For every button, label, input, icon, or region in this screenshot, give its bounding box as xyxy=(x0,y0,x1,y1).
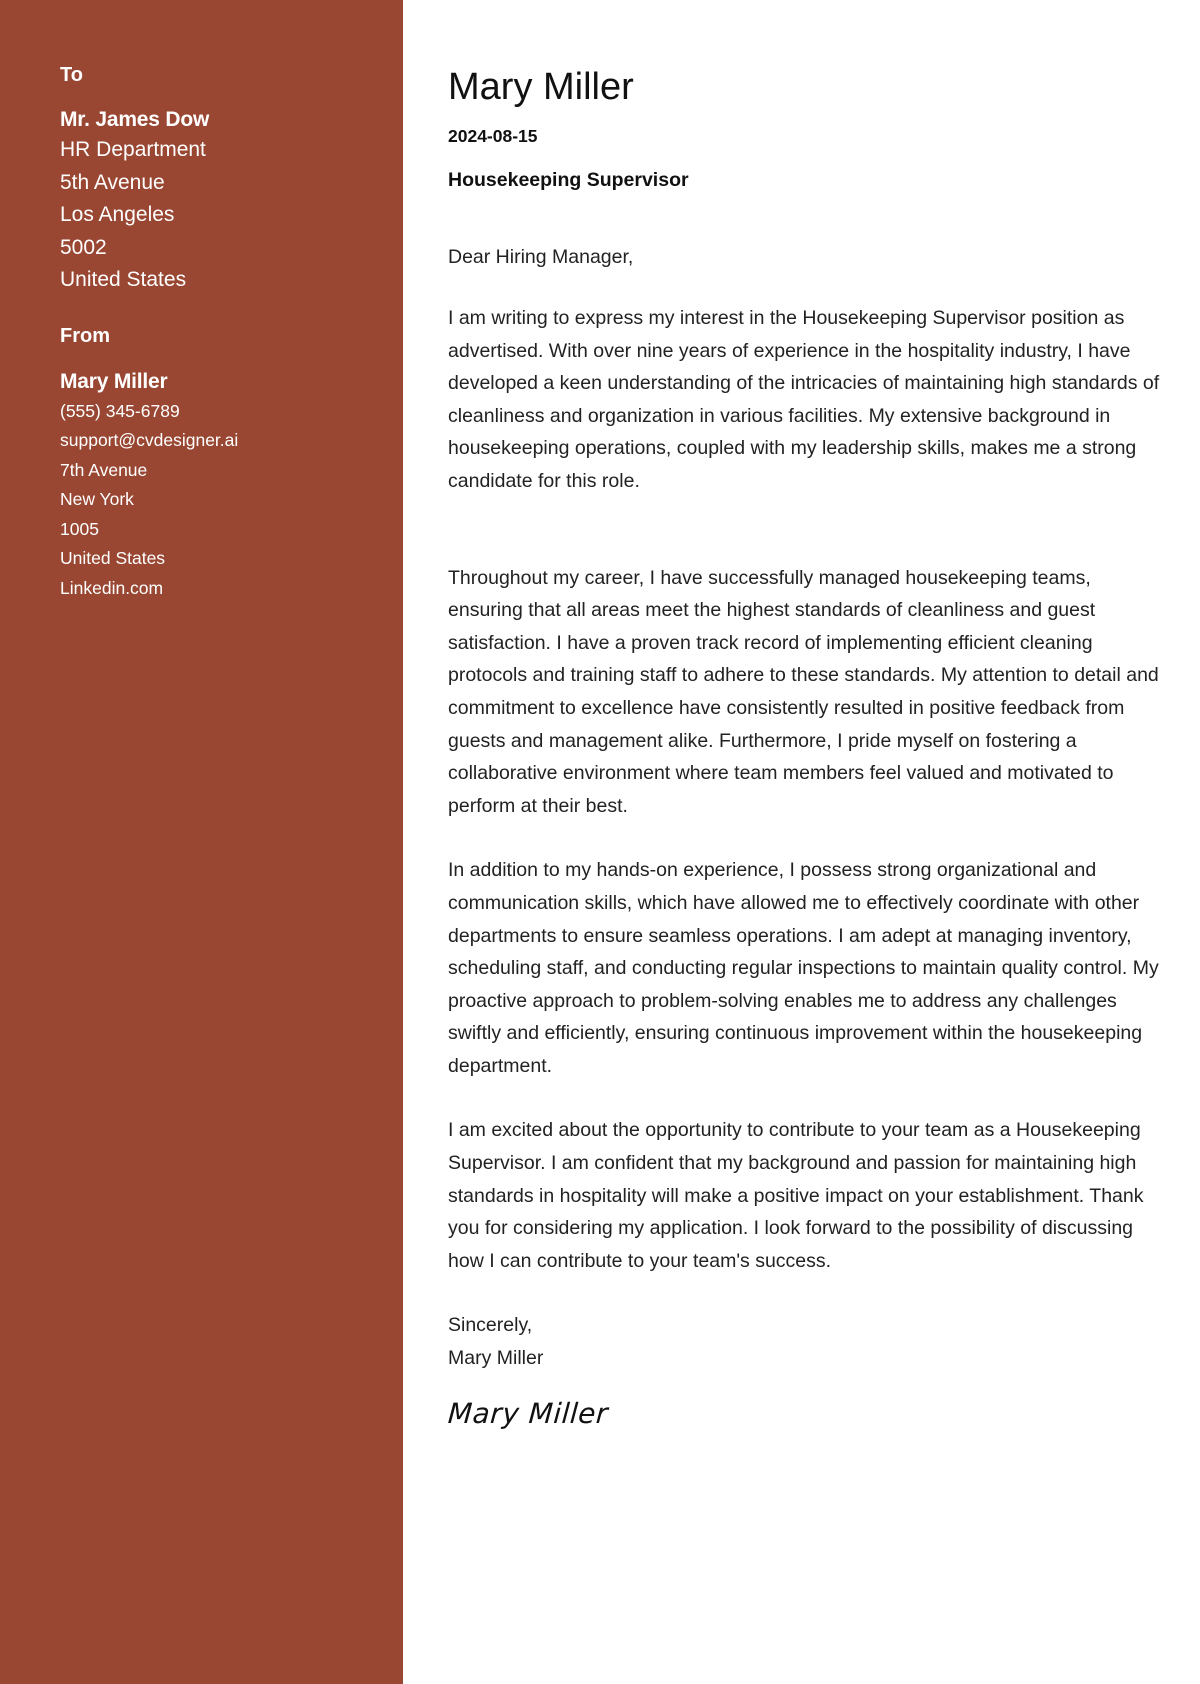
closing: Sincerely, xyxy=(448,1314,533,1337)
sender-email: support@cvdesigner.ai xyxy=(60,430,239,450)
sender-block xyxy=(60,321,403,604)
sender-country: United States xyxy=(60,548,166,568)
recipient-city: Los Angeles xyxy=(60,203,175,226)
sender-street: 7th Avenue xyxy=(60,459,148,480)
recipient-block xyxy=(60,60,403,297)
handwritten-signature: Mary Miller xyxy=(446,1396,610,1430)
letter-paragraph-1: I am writing to express my interest in the Housekeeping Supervisor position as advertised. With over nine years of experience in the hospitality industry, I have developed a keen understanding of the intricacies of maintaining high standards of cleanliness and organization in various facilities. My extensive background in housekeeping operations, coupled with my leadership skills, makes me a strong candidate for this role. xyxy=(448,307,1160,492)
letter-paragraph-2: Throughout my career, I have successfully managed housekeeping teams, ensuring that all areas meet the highest standards of cleanliness and guest satisfaction. I have a proven track record of implementing efficient cleaning protocols and training staff to adhere to these standards. My attention to detail and commitment to excellence have consistently resulted in positive feedback from guests and management alike. Furthermore, I pride myself on fostering a collaborative environment where team members feel valued and motivated to perform at their best. xyxy=(448,566,1159,817)
sender-website: Linkedin.com xyxy=(60,577,164,598)
sender-phone: (555) 345-6789 xyxy=(60,400,180,421)
letter-date: 2024-08-15 xyxy=(448,126,538,146)
recipient-name: Mr. James Dow xyxy=(60,108,210,131)
recipient-postal: 5002 xyxy=(60,235,107,259)
sender-name: Mary Miller xyxy=(60,369,168,393)
salutation: Dear Hiring Manager, xyxy=(448,246,634,268)
letter-author-name: Mary Miller xyxy=(448,66,634,108)
sender-postal: 1005 xyxy=(60,518,99,539)
sender-city: New York xyxy=(60,489,134,509)
recipient-heading: To xyxy=(60,64,83,86)
letter-paragraph-3: In addition to my hands-on experience, I possess strong organizational and communication skills, which have allowed me to effectively coordinate with other departments to ensure seamless operations. I am adept at managing inventory, scheduling staff, and conducting regular inspections to maintain quality control. My proactive approach to problem-solving enables me to address any challenges swiftly and efficiently, ensuring continuous improvement within the housekeeping department. xyxy=(448,859,1159,1077)
recipient-street: 5th Avenue xyxy=(60,170,165,194)
recipient-country: United States xyxy=(60,268,187,291)
job-title: Housekeeping Supervisor xyxy=(448,169,689,191)
letter-body xyxy=(403,0,1200,1684)
recipient-department: HR Department xyxy=(60,138,206,161)
sender-heading: From xyxy=(60,324,110,347)
contact-sidebar xyxy=(0,0,403,1684)
closing-name: Mary Miller xyxy=(448,1347,544,1370)
letter-paragraph-4: I am excited about the opportunity to contribute to your team as a Housekeeping Supervisor. I am confident that my background and passion for maintaining high standards in hospitality will make a positive impact on your establishment. Thank you for considering my application. I look forward to the possibility of discussing how I can contribute to your team's success. xyxy=(448,1119,1144,1272)
